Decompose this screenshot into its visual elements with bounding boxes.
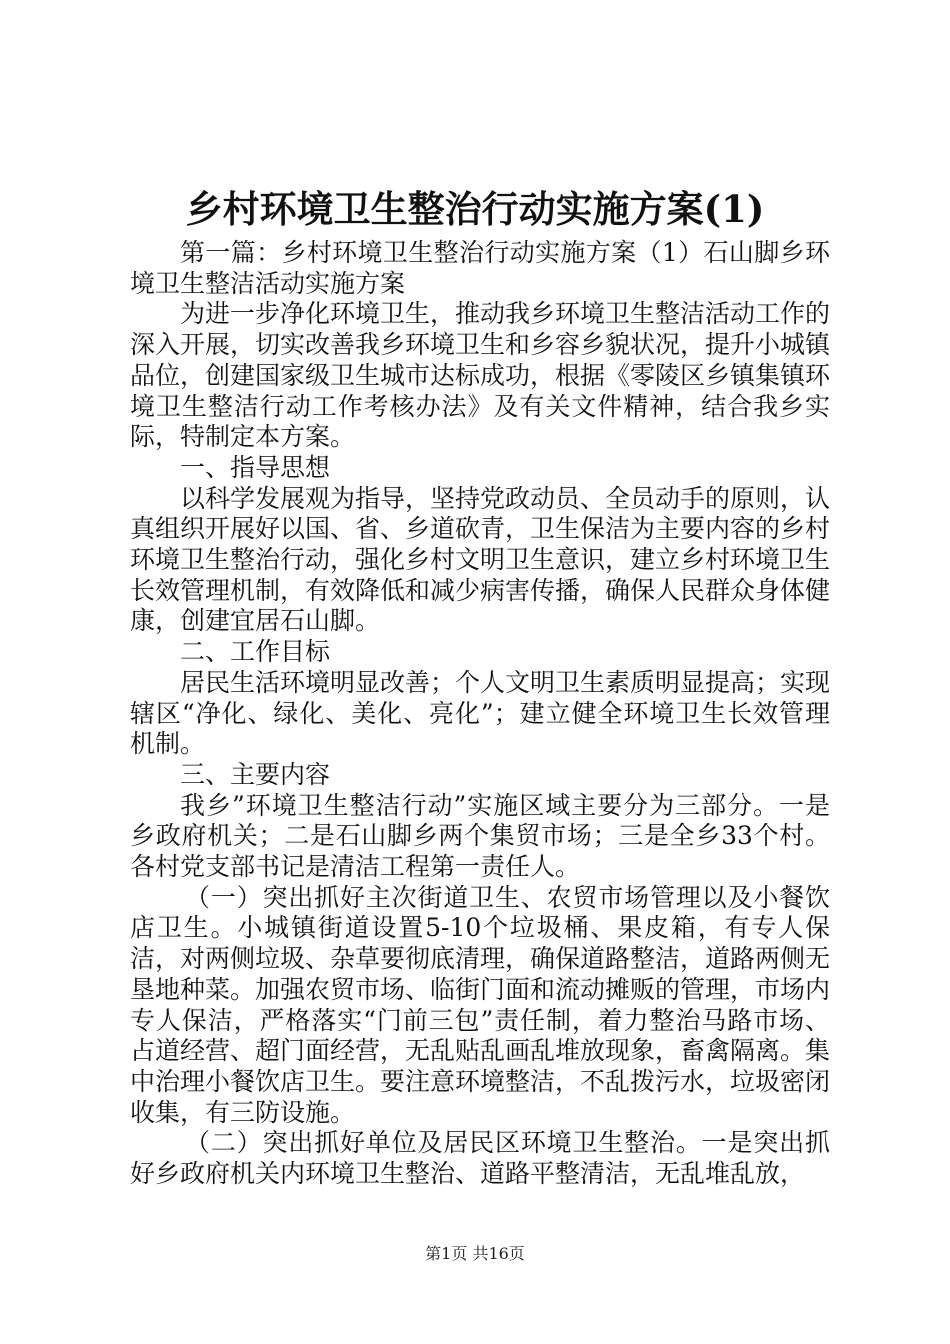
section-heading-work-goals: 二、工作目标 (180, 637, 331, 667)
paragraph-main-content: 我乡”环境卫生整洁行动”实施区域主要分为三部分。一是乡政府机关；二是石山脚乡两个集贸市场；三是全乡33个村。各村党支部书记是清洁工程第一责任人。 (130, 790, 830, 882)
paragraph-purpose: 为进一步净化环境卫生，推动我乡环境卫生整洁活动工作的深入开展，切实改善我乡环境卫生和乡容乡貌状况，提升小城镇品位，创建国家级卫生城市达标成功，根据《零陵区乡镇集镇环境卫生整洁行动工作考核办法》及有关文件精神，结合我乡实际，特制定本方案。 (130, 299, 831, 452)
paragraph-work-goals: 居民生活环境明显改善；个人文明卫生素质明显提高；实现辖区“净化、绿化、美化、亮化”；建立健全环境卫生长效管理机制。 (130, 667, 831, 759)
document-body (130, 238, 830, 1190)
paragraph-item-1: （一）突出抓好主次街道卫生、农贸市场管理以及小餐饮店卫生。小城镇街道设置5-10个垃圾桶、果皮箱，有专人保洁，对两侧垃圾、杂草要彻底清理，确保道路整洁，道路两侧无垦地种菜。加强农贸市场、临街门面和流动摊贩的管理，市场内专人保洁，严格落实“门前三包”责任制，着力整治马路市场、占道经营、超门面经营，无乱贴乱画乱堆放现象，畜禽隔离。集中治理小餐饮店卫生。要注意环境整洁，不乱拨污水，垃圾密闭收集，有三防设施。 (130, 882, 831, 1127)
paragraph-item-2: （二）突出抓好单位及居民区环境卫生整治。一是突出抓好乡政府机关内环境卫生整治、道路平整清洁，无乱堆乱放， (130, 1128, 830, 1189)
section-heading-guiding-thought: 一、指导思想 (180, 452, 331, 482)
page-footer: 第1页 共16页 (425, 1244, 525, 1263)
document-title: 乡村环境卫生整治行动实施方案(1) (185, 187, 765, 231)
paragraph-intro: 第一篇：乡村环境卫生整治行动实施方案（1）石山脚乡环境卫生整洁活动实施方案 (130, 238, 830, 298)
paragraph-guiding-thought: 以科学发展观为指导，坚持党政动员、全员动手的原则，认真组织开展好以国、省、乡道砍青，卫生保洁为主要内容的乡村环境卫生整治行动，强化乡村文明卫生意识，建立乡村环境卫生长效管理机制，有效降低和减少病害传播，确保人民群众身体健康，创建宜居石山脚。 (130, 483, 831, 636)
section-heading-main-content: 三、主要内容 (180, 759, 331, 789)
